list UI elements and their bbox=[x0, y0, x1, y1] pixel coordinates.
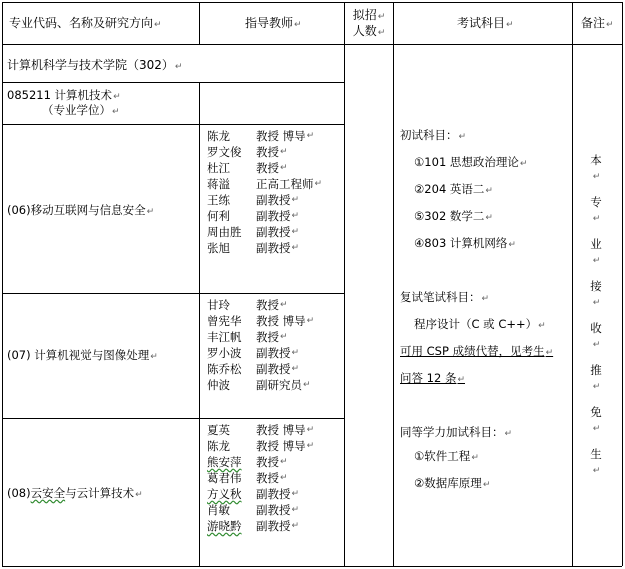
exam-extra-title: 同等学力加试科目：↵ bbox=[400, 425, 513, 439]
note-char: 免↵ bbox=[590, 405, 602, 434]
teacher-row: 甘玲 教授 ↵ bbox=[207, 298, 288, 312]
note-char: 推↵ bbox=[590, 363, 602, 392]
exam-initial-item: ④803 计算机网络↵ bbox=[414, 236, 516, 250]
teacher-row: 罗文俊 教授 ↵ bbox=[207, 145, 288, 159]
teacher-row: 罗小波 副教授 ↵ bbox=[207, 346, 300, 360]
exam-csp-note: 可用 CSP 成绩代替，见考生↵ bbox=[400, 344, 554, 358]
teacher-row: 何利 副教授 ↵ bbox=[207, 209, 300, 223]
teacher-row: 杜江 教授 ↵ bbox=[207, 161, 288, 175]
teacher-row: 夏英 教授 博导 ↵ bbox=[207, 423, 315, 437]
teacher-row: 周由胜 副教授 ↵ bbox=[207, 225, 300, 239]
exam-csp-note-cont: 问答 12 条↵ bbox=[400, 371, 465, 385]
exam-extra-item: ①软件工程↵ bbox=[414, 449, 479, 463]
exam-retest-item: 程序设计（C 或 C++）↵ bbox=[414, 317, 546, 331]
direction-07-label: (07) 计算机视觉与图像处理↵ bbox=[7, 348, 158, 362]
table-top-border bbox=[2, 2, 622, 3]
major-degree-type: （专业学位）↵ bbox=[42, 103, 120, 117]
teacher-row: 肖敏 副教授 ↵ bbox=[207, 503, 300, 517]
teacher-row: 王练 副教授 ↵ bbox=[207, 193, 300, 207]
direction-06-label: (06)移动互联网与信息安全↵ bbox=[7, 203, 155, 217]
teacher-col-border-body bbox=[199, 82, 200, 566]
exam-initial-item: ②204 英语二↵ bbox=[414, 182, 493, 196]
teacher-row: 仲波 副研究员 ↵ bbox=[207, 378, 311, 392]
teacher-row: 陈乔松 副教授 ↵ bbox=[207, 362, 300, 376]
exam-extra-item: ②数据库原理↵ bbox=[414, 476, 491, 490]
note-char: 收↵ bbox=[590, 321, 602, 350]
teacher-row: 熊安萍 教授 ↵ bbox=[207, 455, 288, 469]
exam-initial-item: ①101 思想政治理论↵ bbox=[414, 155, 528, 169]
header-note: 备注↵ bbox=[581, 16, 614, 30]
college-row-border bbox=[2, 82, 344, 83]
major-name: 085211 计算机技术↵ bbox=[7, 88, 121, 102]
table-right-border bbox=[622, 2, 623, 566]
direction-06-border bbox=[2, 293, 344, 294]
direction-08-label: (08)云安全与云计算技术↵ bbox=[7, 486, 143, 500]
college-name: 计算机科学与技术学院（302）↵ bbox=[7, 58, 183, 72]
header-exam: 考试科目↵ bbox=[457, 16, 514, 30]
teacher-row: 葛君伟 教授 ↵ bbox=[207, 471, 288, 485]
teacher-row: 游晓黔 副教授 ↵ bbox=[207, 519, 300, 533]
teacher-row: 陈龙 教授 博导 ↵ bbox=[207, 439, 315, 453]
major-row-border bbox=[2, 124, 344, 125]
exam-col-border bbox=[393, 2, 394, 566]
note-char: 生↵ bbox=[590, 447, 602, 476]
exam-initial-item: ⑤302 数学二↵ bbox=[414, 209, 493, 223]
teacher-row: 方义秋 副教授 ↵ bbox=[207, 487, 300, 501]
note-char: 接↵ bbox=[590, 279, 602, 308]
exam-initial-title: 初试科目：↵ bbox=[400, 128, 467, 142]
note-col-border bbox=[572, 2, 573, 566]
header-teacher: 指导教师↵ bbox=[245, 16, 302, 30]
note-char: 本↵ bbox=[590, 153, 602, 182]
teacher-list-07 bbox=[207, 297, 314, 393]
table-left-border bbox=[2, 2, 3, 566]
note-char: 业↵ bbox=[590, 237, 602, 266]
header-bottom-border bbox=[2, 44, 622, 45]
teacher-row: 陈龙 教授 博导 ↵ bbox=[207, 129, 315, 143]
header-enroll: 拟招↵ 人数↵ bbox=[352, 8, 386, 38]
note-char: 专↵ bbox=[590, 195, 602, 224]
enroll-col-border bbox=[344, 2, 345, 566]
table-bottom-border bbox=[2, 566, 622, 567]
teacher-col-border bbox=[199, 2, 200, 44]
teacher-row: 丰江帆 教授 ↵ bbox=[207, 330, 288, 344]
exam-retest-title: 复试笔试科目：↵ bbox=[400, 290, 490, 304]
teacher-row: 蒋溢 正高工程师 ↵ bbox=[207, 177, 323, 191]
teacher-list-08 bbox=[207, 422, 314, 534]
header-major-code: 专业代码、名称及研究方向↵ bbox=[9, 16, 162, 30]
direction-07-border bbox=[2, 418, 344, 419]
teacher-list-06 bbox=[207, 128, 322, 256]
teacher-row: 张旭 副教授 ↵ bbox=[207, 241, 300, 255]
teacher-row: 曾宪华 教授 博导 ↵ bbox=[207, 314, 315, 328]
